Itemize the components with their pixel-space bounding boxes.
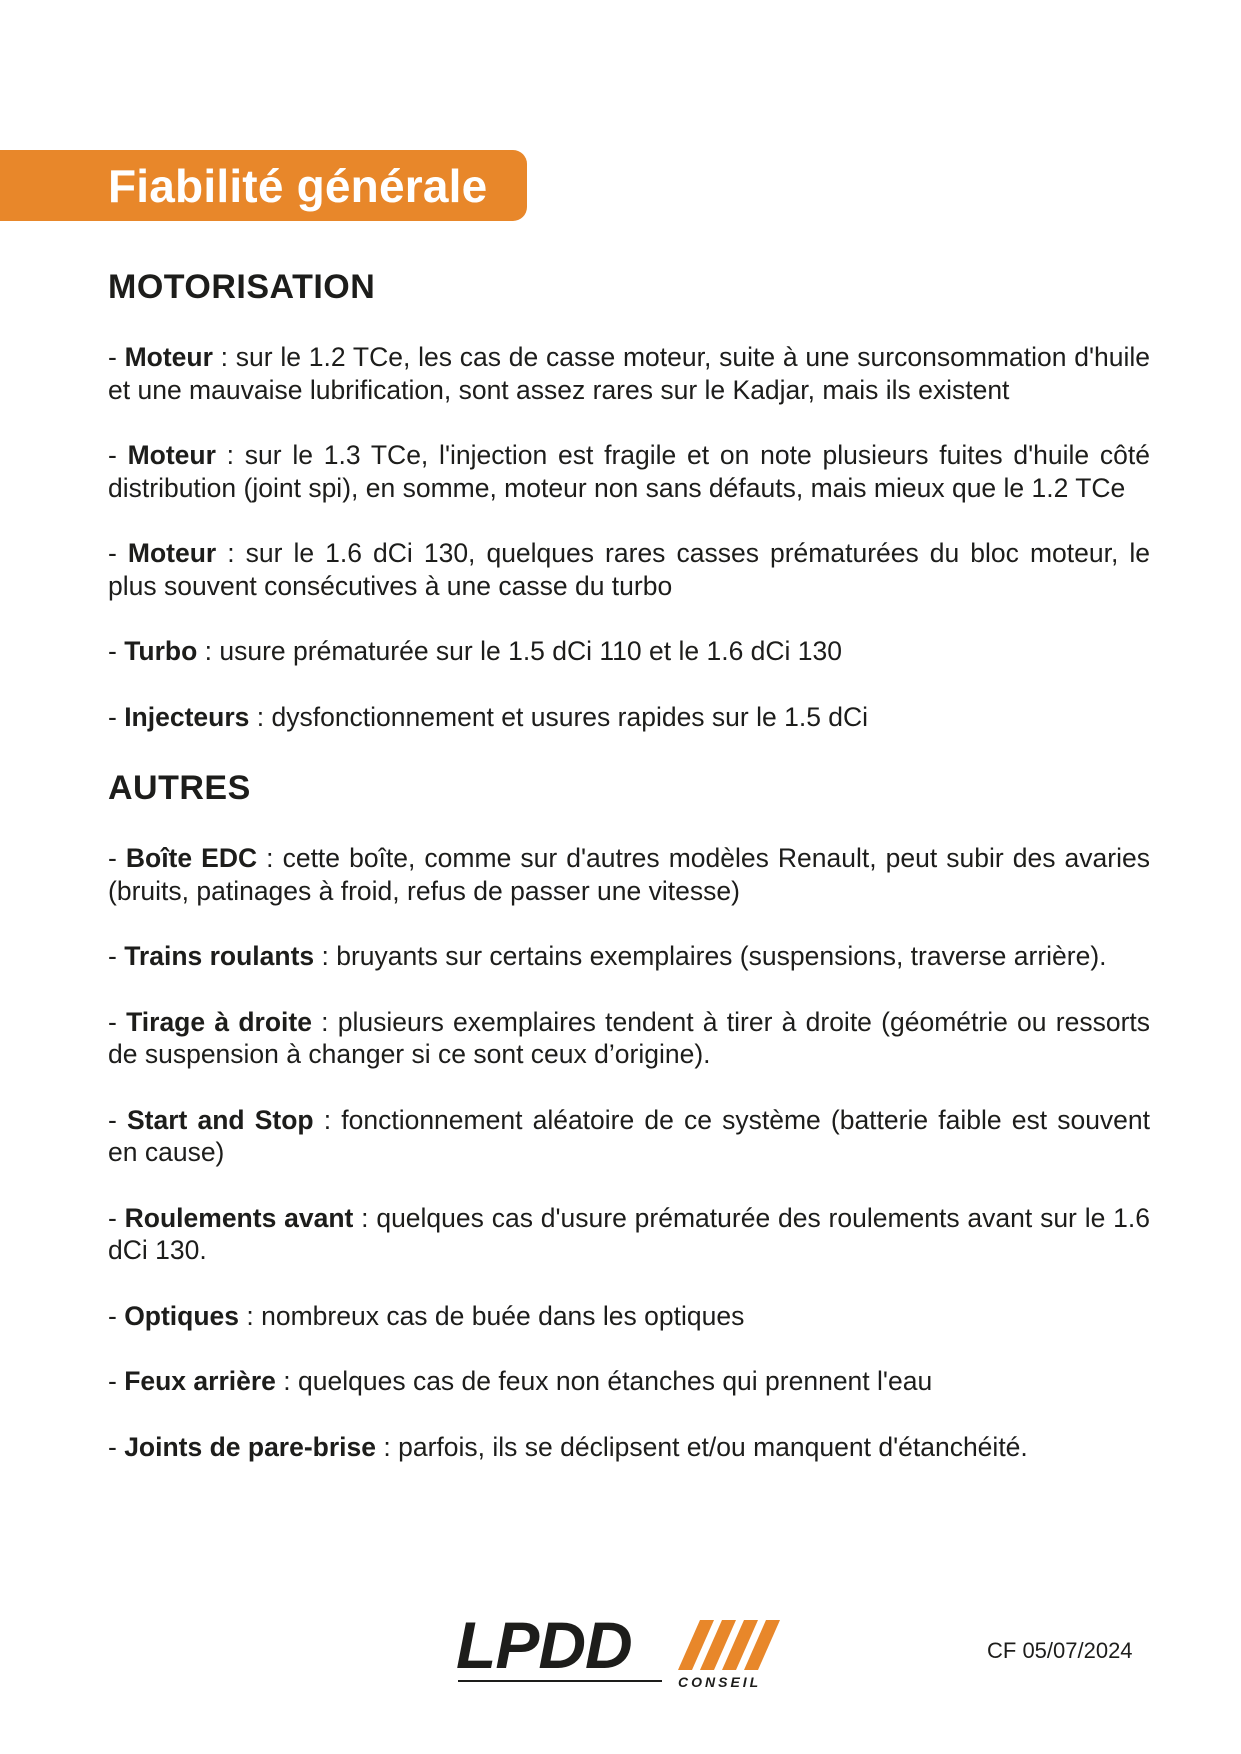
item-label: Turbo xyxy=(124,636,198,666)
content xyxy=(108,268,1150,1496)
lpdd-conseil-logo xyxy=(452,1610,792,1696)
item-text: : nombreux cas de buée dans les optiques xyxy=(239,1300,745,1331)
section-title-motorisation: MOTORISATION xyxy=(108,268,376,306)
list-item: - Tirage à droite : plusieurs exemplaires tendent à tirer à droite (géométrie ou ressorts de suspension à changer si ce sont ceux d’origine). xyxy=(108,1006,1151,1069)
logo-stripes-icon xyxy=(678,1620,780,1670)
item-label: Start and Stop xyxy=(126,1104,314,1135)
page-title: Fiabilité générale xyxy=(108,159,488,212)
list-item: - Moteur : sur le 1.3 TCe, l'injection est fragile et on note plusieurs fuites d'huile côté distribution (joint spi), en somme, moteur non sans défauts, mais mieux que le 1.2 TCe xyxy=(108,440,1150,503)
item-text: : sur le 1.2 TCe, les cas de casse moteur, suite à une surconsommation d'huile et une mauvaise lubrification, sont assez rares sur le Kadjar, mais ils existent xyxy=(108,342,1150,405)
list-item: - Trains roulants : bruyants sur certains exemplaires (suspensions, traverse arrière). xyxy=(108,941,1107,971)
section-title-autres: AUTRES xyxy=(108,769,251,807)
item-label: Optiques xyxy=(124,1300,240,1331)
item-label: Injecteurs xyxy=(124,701,250,732)
item-label: Boîte EDC xyxy=(125,843,258,873)
item-label: Moteur xyxy=(127,538,217,568)
document-date: CF 05/07/2024 xyxy=(987,1638,1133,1663)
item-text: : parfois, ils se déclipsent et/ou manquent d'étanchéité. xyxy=(376,1431,1028,1462)
item-label: Joints de pare-brise xyxy=(124,1431,377,1462)
item-text: : dysfonctionnement et usures rapides sur le 1.5 dCi xyxy=(249,701,869,732)
item-text: : plusieurs exemplaires tendent à tirer à droite (géométrie ou ressorts de suspension à changer si ce sont ceux d’origine). xyxy=(108,1006,1151,1069)
item-label: Moteur xyxy=(127,440,216,470)
list-item: - Start and Stop : fonctionnement aléatoire de ce système (batterie faible est souvent en cause) xyxy=(108,1104,1151,1167)
section-banner xyxy=(0,150,527,221)
list-item: - Boîte EDC : cette boîte, comme sur d'autres modèles Renault, peut subir des avaries (bruits, patinages à froid, refus de passer une vitesse) xyxy=(108,843,1150,906)
item-label: Moteur xyxy=(124,342,213,372)
list-item: - Turbo : usure prématurée sur le 1.5 dCi 110 et le 1.6 dCi 130 xyxy=(108,636,843,666)
item-text: : sur le 1.6 dCi 130, quelques rares casses prématurées du bloc moteur, le plus souvent consécutives à une casse du turbo xyxy=(108,538,1150,601)
item-label: Feux arrière xyxy=(124,1366,276,1396)
list-item: - Joints de pare-brise : parfois, ils se déclipsent et/ou manquent d'étanchéité. xyxy=(108,1431,1028,1462)
item-text: : sur le 1.3 TCe, l'injection est fragile et on note plusieurs fuites d'huile côté distribution (joint spi), en somme, moteur non sans défauts, mais mieux que le 1.2 TCe xyxy=(108,440,1150,503)
list-item: - Moteur : sur le 1.2 TCe, les cas de casse moteur, suite à une surconsommation d'huile et une mauvaise lubrification, sont assez rares sur le Kadjar, mais ils existent xyxy=(108,342,1150,405)
item-label: Roulements avant xyxy=(124,1202,354,1233)
list-item: - Injecteurs : dysfonctionnement et usures rapides sur le 1.5 dCi xyxy=(108,701,869,732)
list-item: - Feux arrière : quelques cas de feux non étanches qui prennent l'eau xyxy=(108,1366,933,1396)
list-item: - Optiques : nombreux cas de buée dans les optiques xyxy=(108,1300,745,1331)
item-label: Tirage à droite xyxy=(126,1006,312,1037)
item-text: : bruyants sur certains exemplaires (suspensions, traverse arrière). xyxy=(314,941,1107,971)
list-item: - Moteur : sur le 1.6 dCi 130, quelques rares casses prématurées du bloc moteur, le plus souvent consécutives à une casse du turbo xyxy=(108,538,1150,601)
item-text: : usure prématurée sur le 1.5 dCi 110 et le 1.6 dCi 130 xyxy=(197,636,843,666)
item-text: : quelques cas de feux non étanches qui prennent l'eau xyxy=(275,1366,933,1396)
logo-wordmark: LPDD xyxy=(456,1610,632,1682)
item-label: Trains roulants xyxy=(124,941,315,971)
item-text: : cette boîte, comme sur d'autres modèles Renault, peut subir des avaries (bruits, patinages à froid, refus de passer une vitesse) xyxy=(108,843,1150,906)
logo-subtext: CONSEIL xyxy=(678,1674,762,1690)
item-text: : quelques cas d'usure prématurée des roulements avant sur le 1.6 dCi 130. xyxy=(108,1202,1150,1265)
item-text: : fonctionnement aléatoire de ce système (batterie faible est souvent en cause) xyxy=(108,1104,1151,1167)
list-item: - Roulements avant : quelques cas d'usure prématurée des roulements avant sur le 1.6 dCi 130. xyxy=(108,1202,1150,1265)
